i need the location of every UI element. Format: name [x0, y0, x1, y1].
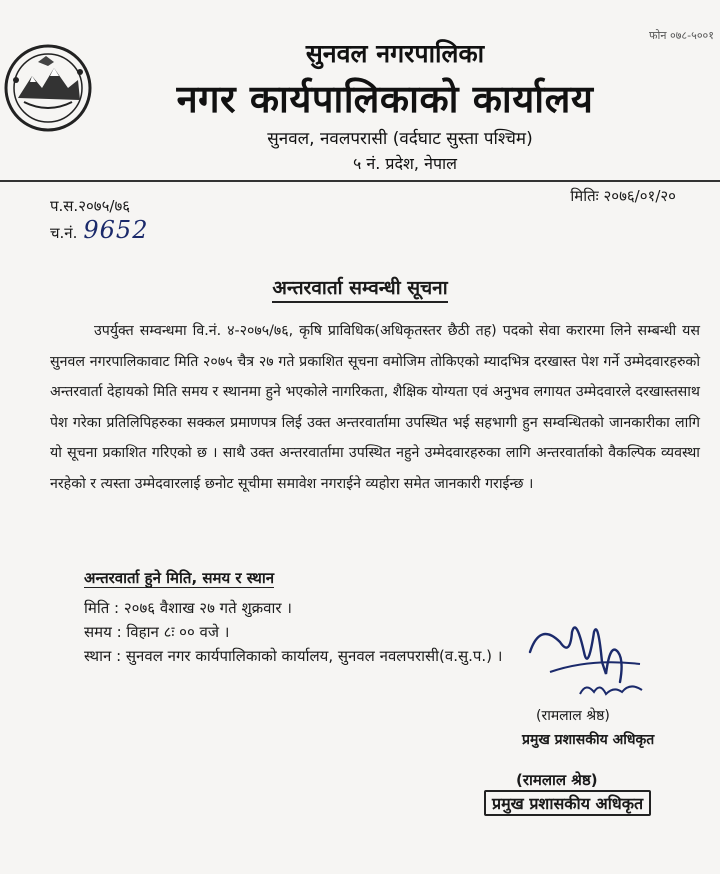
header-divider	[0, 180, 720, 182]
interview-details	[84, 596, 502, 668]
chalani-number	[50, 216, 148, 244]
interview-heading: अन्तरवार्ता हुने मिति, समय र स्थान	[84, 569, 275, 587]
chalani-label: च.नं.	[50, 224, 78, 242]
patra-sankhya: प.स.२०७५/७६	[50, 197, 131, 215]
stamp-title: प्रमुख प्रशासकीय अधिकृत	[484, 790, 651, 816]
office-address: सुनवल, नवलपरासी (वर्दघाट सुस्ता पश्चिम)	[267, 129, 533, 149]
interview-time: समय : विहान ८ः ०० वजे ।	[84, 623, 230, 641]
chalani-handwritten-number: 9652	[83, 216, 149, 244]
signatory-name: (रामलाल श्रेष्ठ)	[536, 708, 610, 724]
province: ५ नं. प्रदेश, नेपाल	[352, 154, 458, 173]
signatory-title: प्रमुख प्रशासकीय अधिकृत	[522, 732, 655, 748]
letter-date: मितिः २०७६/०१/२०	[570, 187, 676, 205]
phone-number: फोन ०७८-५००१	[649, 29, 714, 42]
notice-body: उपर्युक्त सम्वन्धमा वि.नं. ४-२०७५/७६, कृषि प्राविधिक(अधिकृतस्तर छैठी तह) पदको सेवा करारमा लिने सम्बन्धी यस सुनवल नगरपालिकावाट मिति २०७५ चैत्र २७ गते प्रकाशित सूचना वमोजिम तोकिएको म्यादभित्र दरखास्त पेश गर्ने उम्मेदवारहरुको अन्तरवार्ता देहायको मिति समय र स्थानमा हुने भएकोले नागरिकता, शैक्षिक योग्यता एवं अनुभव लगायत उम्मेदवारले दरखास्तसाथ पेश गरेका प्रतिलिपिहरुका सक्कल प्रमाणपत्र लिई उक्त अन्तरवार्तामा उपस्थित भई सहभागी हुन सम्वन्धितको जानकारीका लागि यो सूचना प्रकाशित गरिएको छ । साथै उक्त अन्तरवार्तामा उपस्थित नहुने उम्मेदवारहरुका लागि अन्तरवार्ताको वैकल्पिक व्यवस्था नरहेको र त्यस्ता उम्मेदवारलाई छनोट सूचीमा समावेश नगराईने व्यहोरा समेत जानकारी गराईन्छ ।	[50, 323, 700, 492]
municipality-name: सुनवल नगरपालिका	[305, 39, 485, 68]
notice-title: अन्तरवार्ता सम्वन्धी सूचना	[0, 274, 720, 300]
handwritten-signature	[510, 612, 670, 704]
interview-place: स्थान : सुनवल नगर कार्यपालिकाको कार्यालय, सुनवल नवलपरासी(व.सु.प.) ।	[84, 647, 503, 665]
office-name: नगर कार्यपालिकाको कार्यालय	[176, 77, 594, 121]
interview-date: मिति : २०७६ वैशाख २७ गते शुक्रवार ।	[84, 599, 292, 617]
stamp-name: (रामलाल श्रेष्ठ)	[516, 771, 598, 789]
